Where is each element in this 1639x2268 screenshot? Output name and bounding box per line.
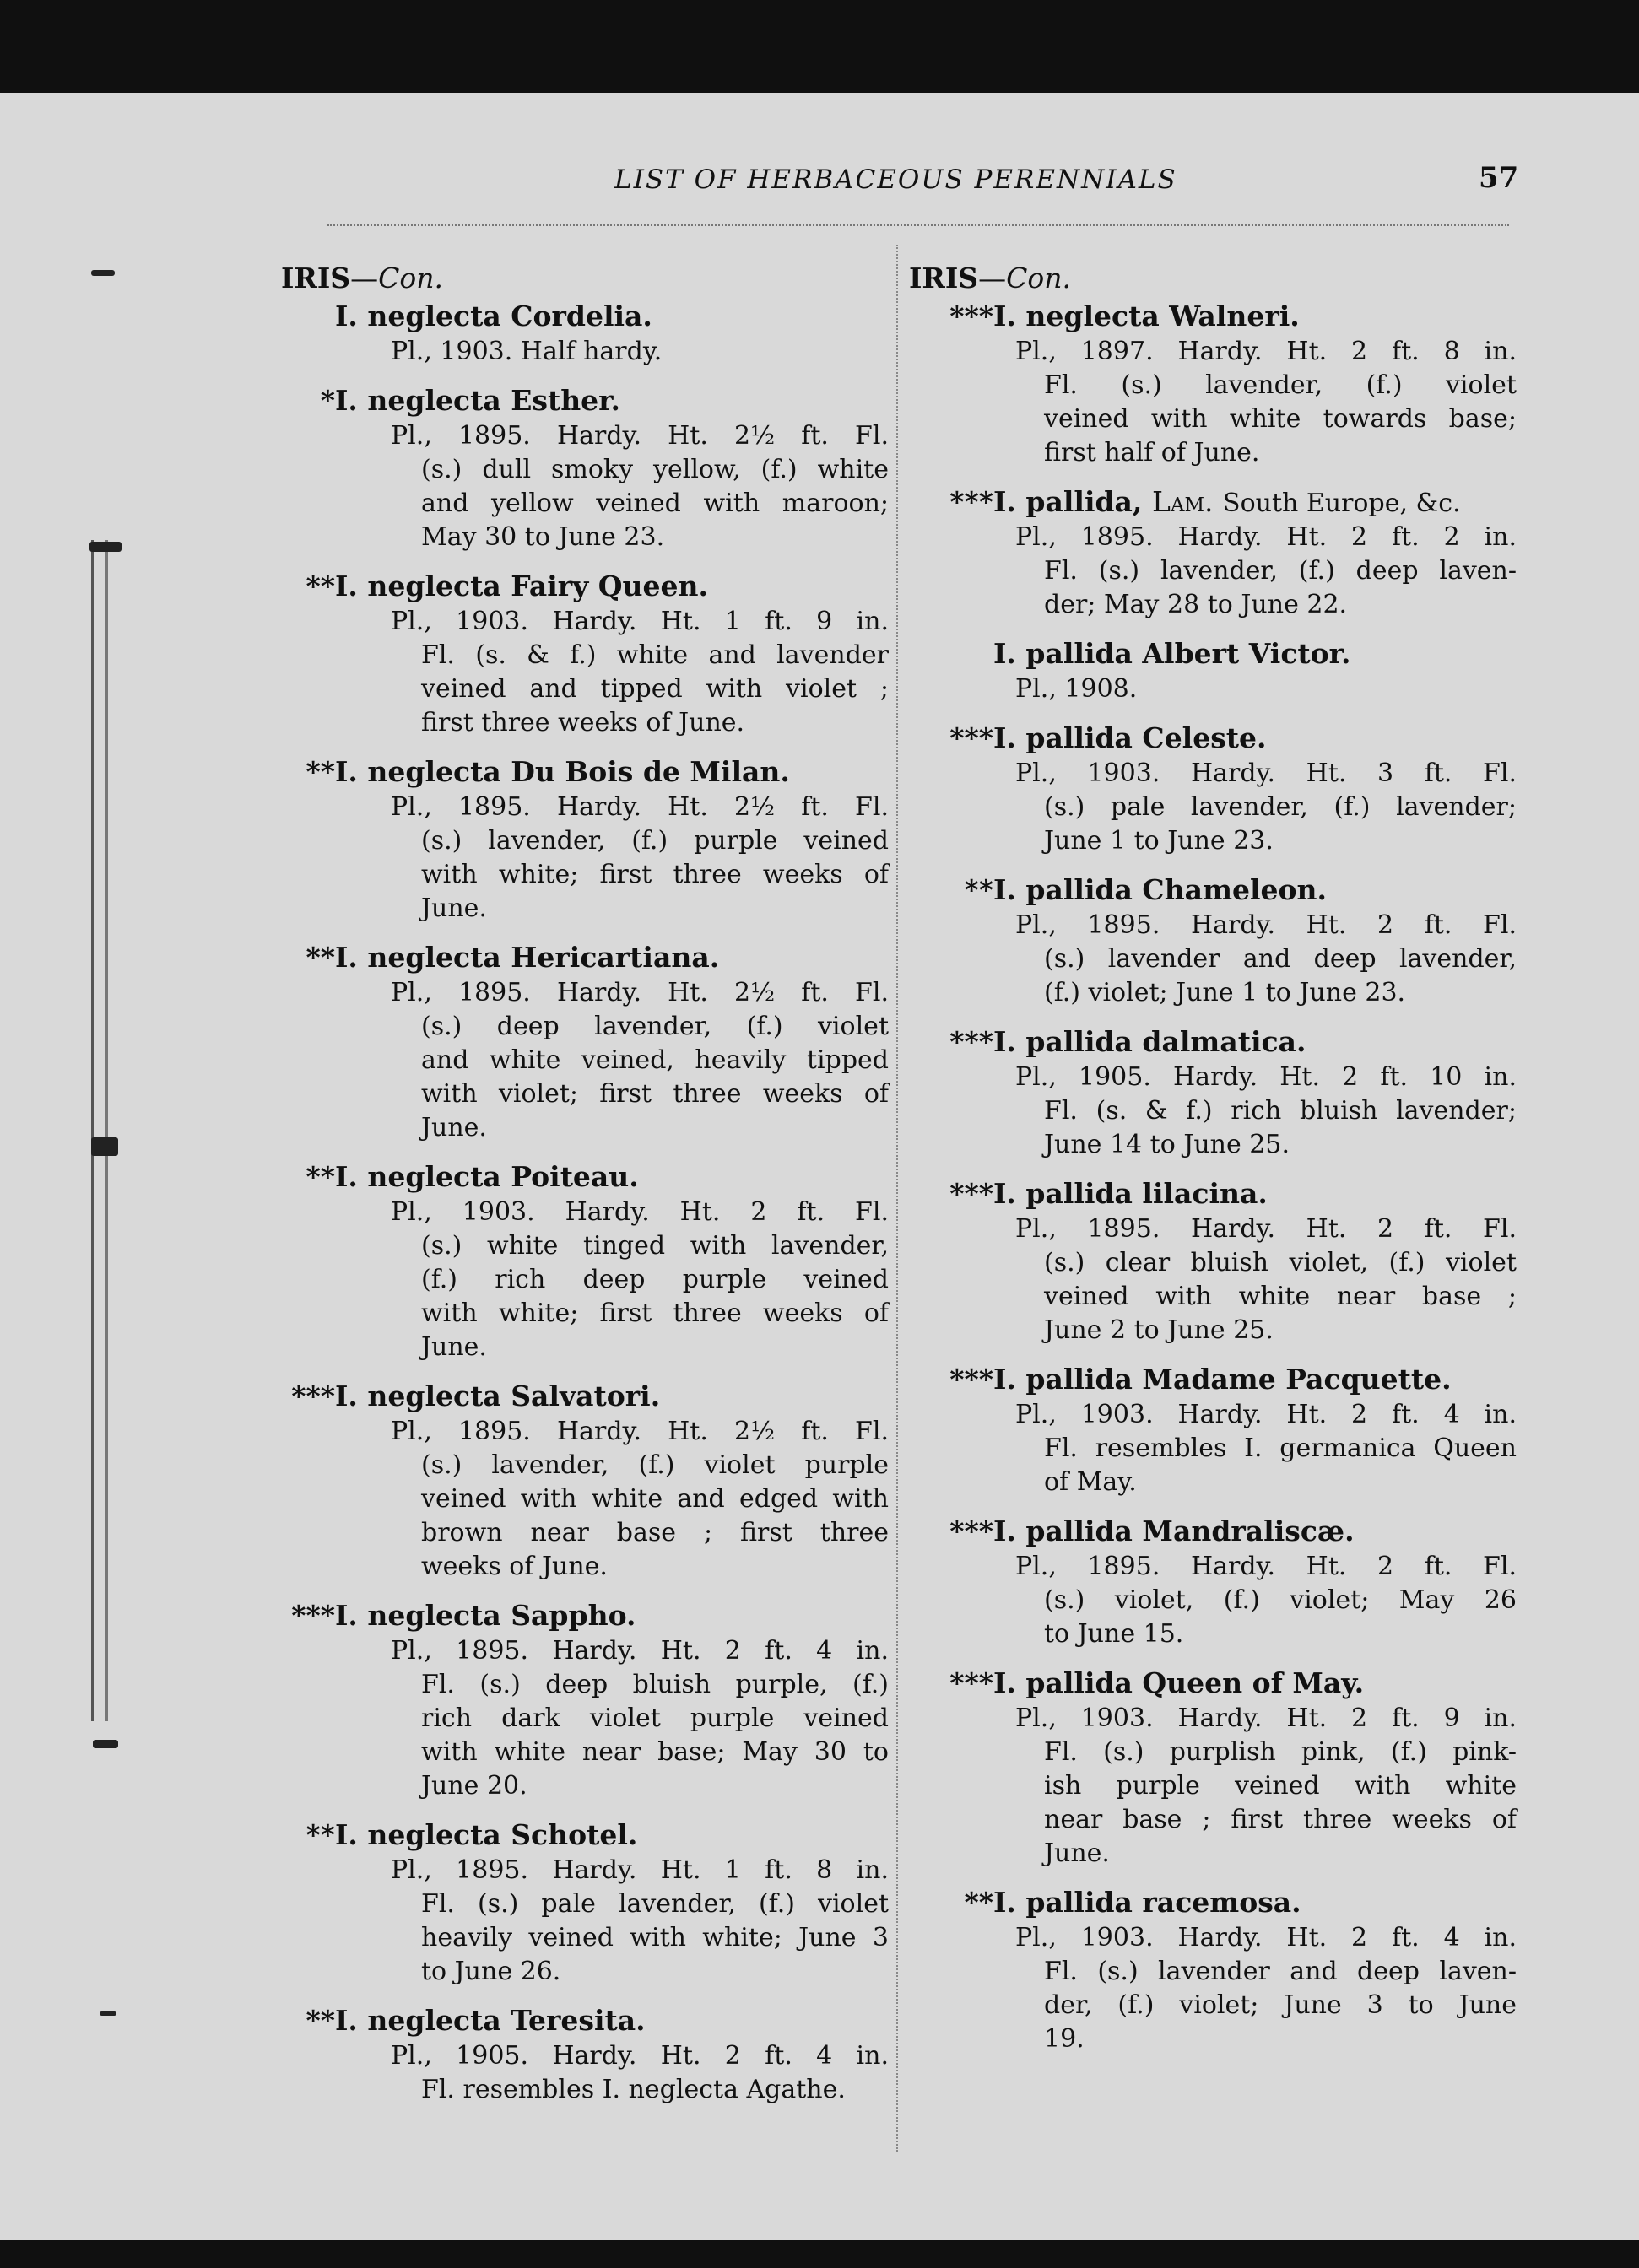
plant-name: I. neglecta Salvatori. [335, 1380, 661, 1412]
margin-mark [93, 1740, 118, 1748]
plant-name: I. neglecta Schotel. [335, 1818, 638, 1851]
entry-name [291, 1597, 889, 1634]
description-line: with white; first three weeks of [421, 1299, 889, 1328]
plant-name: I. pallida Queen of May. [993, 1666, 1365, 1699]
plant-entry [281, 1158, 889, 1364]
description-line: June. [421, 894, 487, 923]
plant-name: I. pallida Madame Pacquette. [993, 1363, 1452, 1396]
rating-stars: *** [949, 1666, 993, 1699]
entry-description [391, 976, 889, 1145]
description-line: Pl., 1895. Hardy. Ht. 2 ft. Fl. [1015, 1552, 1517, 1581]
description-line: near base ; first three weeks of [1044, 1805, 1517, 1834]
plant-name: I. neglecta Walneri. [993, 300, 1300, 332]
authority: Lam. [1151, 485, 1214, 518]
description-line: Pl., 1905. Hardy. Ht. 2 ft. 4 in. [391, 2041, 889, 2071]
continued-label: Con. [378, 262, 444, 294]
entry-description [391, 605, 889, 740]
margin-mark [89, 542, 122, 552]
description-line: Pl., 1895. Hardy. Ht. 1 ft. 8 in. [391, 1855, 889, 1885]
plant-entry [909, 635, 1517, 706]
description-line: to June 26. [421, 1957, 561, 1986]
description-line: (s.) deep lavender, (f.) violet [421, 1012, 889, 1041]
rating-stars: *** [291, 1380, 335, 1412]
entry-name [964, 872, 1517, 909]
plant-name: I. neglecta Cordelia. [335, 300, 652, 332]
entry-description [1015, 909, 1517, 1010]
description-line: veined with white and edged with [421, 1484, 889, 1514]
entry-description [391, 1854, 889, 1989]
description-line: Pl., 1903. Hardy. Ht. 2 ft. Fl. [391, 1197, 889, 1227]
entry-name [335, 298, 889, 335]
entry-description [391, 1196, 889, 1364]
description-line: Fl. resembles I. germanica Queen [1044, 1434, 1517, 1463]
description-line: Fl. (s.) deep bluish purple, (f.) [421, 1670, 889, 1699]
rating-stars: *** [949, 721, 993, 754]
section-heading: IRIS—Con. [281, 262, 444, 294]
page-header [0, 161, 1639, 207]
plant-entry [909, 1665, 1517, 1871]
description-line: veined with white towards base; [1044, 404, 1517, 434]
description-line: heavily veined with white; June 3 [421, 1923, 889, 1952]
description-line: (s.) lavender, (f.) violet purple [421, 1450, 889, 1480]
description-line: first half of June. [1044, 438, 1260, 467]
plant-entry [909, 483, 1517, 622]
plant-name: I. neglecta Hericartiana. [335, 941, 720, 974]
plant-name: I. pallida dalmatica. [993, 1025, 1306, 1058]
description-line: Pl., 1895. Hardy. Ht. 2½ ft. Fl. [391, 421, 889, 451]
description-line: June. [421, 1113, 487, 1142]
rating-stars: * [320, 384, 335, 417]
description-line: Fl. (s.) lavender and deep laven- [1044, 1957, 1517, 1986]
plant-name: I. pallida Albert Victor. [993, 637, 1351, 670]
plant-name: I. neglecta Du Bois de Milan. [335, 755, 790, 788]
description-line: ish purple veined with white [1044, 1771, 1517, 1801]
description-line: Pl., 1905. Hardy. Ht. 2 ft. 10 in. [1015, 1062, 1517, 1092]
rating-stars: *** [949, 1177, 993, 1210]
plant-entry [909, 1361, 1517, 1499]
rating-stars: *** [949, 300, 993, 332]
entry-description [1015, 1702, 1517, 1871]
entry-name [306, 2002, 889, 2039]
plant-entry [909, 298, 1517, 470]
description-line: (s.) white tinged with lavender, [421, 1231, 889, 1261]
plant-entry [281, 1817, 889, 1989]
entry-description [391, 791, 889, 926]
description-line: Fl. (s. & f.) white and lavender [421, 640, 889, 670]
description-line: Fl. resembles I. neglecta Agathe. [421, 2075, 846, 2104]
entry-name [306, 753, 889, 791]
rating-stars: ** [306, 941, 335, 974]
native-range: South Europe, &c. [1223, 489, 1461, 518]
entry-name [949, 483, 1517, 521]
description-line: (s.) pale lavender, (f.) lavender; [1044, 792, 1517, 822]
description-line: with violet; first three weeks of [421, 1079, 889, 1109]
description-line: Pl., 1903. Hardy. Ht. 1 ft. 9 in. [391, 607, 889, 636]
entry-description [1015, 757, 1517, 858]
description-line: der; May 28 to June 22. [1044, 590, 1348, 619]
entry-description [391, 419, 889, 554]
margin-mark [91, 1137, 118, 1156]
entry-name [993, 635, 1517, 672]
entry-name [949, 1665, 1517, 1702]
continued-label: Con. [1006, 262, 1072, 294]
plant-name: I. neglecta Poiteau. [335, 1160, 639, 1193]
entry-description [391, 1415, 889, 1584]
description-line: (f.) violet; June 1 to June 23. [1044, 978, 1406, 1007]
description-line: Fl. (s.) pale lavender, (f.) violet [421, 1889, 889, 1919]
entry-name [949, 1175, 1517, 1212]
description-line: 19. [1044, 2024, 1085, 2054]
description-line: Pl., 1903. Half hardy. [391, 337, 663, 366]
plant-entry [909, 1175, 1517, 1347]
entry-name [949, 298, 1517, 335]
description-line: weeks of June. [421, 1552, 608, 1581]
description-line: to June 15. [1044, 1619, 1184, 1649]
entry-description [1015, 1212, 1517, 1347]
rating-stars: ** [306, 1818, 335, 1851]
description-line: Pl., 1903. Hardy. Ht. 2 ft. 4 in. [1015, 1400, 1517, 1429]
entry-name [949, 1023, 1517, 1061]
rating-stars: *** [949, 1363, 993, 1396]
description-line: (s.) clear bluish violet, (f.) violet [1044, 1248, 1517, 1277]
running-title: LIST OF HERBACEOUS PERENNIALS [614, 165, 1177, 195]
description-line: Pl., 1903. Hardy. Ht. 3 ft. Fl. [1015, 759, 1517, 788]
description-line: Pl., 1903. Hardy. Ht. 2 ft. 9 in. [1015, 1704, 1517, 1733]
description-line: May 30 to June 23. [421, 522, 665, 552]
plant-entry [909, 872, 1517, 1010]
entry-name [306, 568, 889, 605]
description-line: Pl., 1897. Hardy. Ht. 2 ft. 8 in. [1015, 337, 1517, 366]
entry-name [964, 1884, 1517, 1921]
genus-name: IRIS [909, 262, 979, 294]
description-line: June. [1044, 1839, 1110, 1868]
plant-name: I. pallida Mandraliscæ. [993, 1515, 1355, 1547]
entry-description [391, 1634, 889, 1803]
plant-entry [281, 298, 889, 369]
description-line: Pl., 1895. Hardy. Ht. 2 ft. 2 in. [1015, 522, 1517, 552]
description-line: Pl., 1895. Hardy. Ht. 2 ft. 4 in. [391, 1636, 889, 1666]
description-line: Pl., 1903. Hardy. Ht. 2 ft. 4 in. [1015, 1923, 1517, 1952]
description-line: Fl. (s.) purplish pink, (f.) pink- [1044, 1737, 1517, 1767]
description-line: (s.) dull smoky yellow, (f.) white [421, 455, 889, 484]
plant-entry [281, 568, 889, 740]
column-divider [896, 245, 898, 2152]
entry-name [306, 939, 889, 976]
rating-stars: ** [306, 570, 335, 602]
description-line: June 14 to June 25. [1044, 1130, 1290, 1159]
description-line: (s.) lavender, (f.) purple veined [421, 826, 889, 856]
description-line: June 1 to June 23. [1044, 826, 1274, 856]
rating-stars: ** [306, 2004, 335, 2037]
rating-stars: *** [949, 485, 993, 518]
description-line: and white veined, heavily tipped [421, 1045, 889, 1075]
description-line: Pl., 1908. [1015, 674, 1138, 704]
rating-stars: *** [291, 1599, 335, 1632]
plant-name: I. neglecta Esther. [335, 384, 621, 417]
entry-name [291, 1378, 889, 1415]
description-line: of May. [1044, 1467, 1137, 1497]
plant-name: I. pallida racemosa. [993, 1886, 1301, 1919]
plant-name: I. neglecta Sappho. [335, 1599, 636, 1632]
entry-name [306, 1158, 889, 1196]
page-number: 57 [1479, 161, 1519, 195]
description-line: veined with white near base ; [1044, 1282, 1517, 1311]
entry-description [1015, 1921, 1517, 2056]
plant-name: I. pallida Chameleon. [993, 873, 1328, 906]
entry-description [391, 2039, 889, 2107]
plant-entry [909, 1023, 1517, 1162]
description-line: der, (f.) violet; June 3 to June [1044, 1990, 1517, 2020]
rating-stars: ** [964, 1886, 993, 1919]
entry-name [320, 382, 889, 419]
plant-entry [909, 1884, 1517, 2056]
plant-entry [281, 382, 889, 554]
entry-name [949, 720, 1517, 757]
description-line: and yellow veined with maroon; [421, 489, 889, 518]
description-line: Pl., 1895. Hardy. Ht. 2½ ft. Fl. [391, 978, 889, 1007]
rating-stars: *** [949, 1025, 993, 1058]
margin-mark [91, 270, 115, 276]
entry-description [1015, 335, 1517, 470]
entry-name [306, 1817, 889, 1854]
description-line: Pl., 1895. Hardy. Ht. 2½ ft. Fl. [391, 1417, 889, 1446]
description-line: June 2 to June 25. [1044, 1315, 1274, 1345]
entry-description [1015, 521, 1517, 622]
plant-entry [909, 720, 1517, 858]
plant-name: I. pallida lilacina. [993, 1177, 1268, 1210]
entry-description [1015, 1061, 1517, 1162]
entry-description [1015, 1398, 1517, 1499]
entry-description [1015, 672, 1517, 706]
plant-entry [281, 2002, 889, 2107]
description-line: (s.) violet, (f.) violet; May 26 [1044, 1585, 1517, 1615]
entry-description [1015, 1550, 1517, 1651]
genus-name: IRIS [281, 262, 351, 294]
description-line: Pl., 1895. Hardy. Ht. 2½ ft. Fl. [391, 792, 889, 822]
plant-entry [281, 939, 889, 1145]
rating-stars: ** [306, 1160, 335, 1193]
description-line: veined and tipped with violet ; [421, 674, 889, 704]
section-heading: IRIS—Con. [909, 262, 1072, 294]
description-line: Fl. (s.) lavender, (f.) violet [1044, 370, 1517, 400]
description-line: with white near base; May 30 to [421, 1737, 889, 1767]
description-line: June. [421, 1332, 487, 1362]
description-line: (s.) lavender and deep lavender, [1044, 944, 1517, 974]
description-line: first three weeks of June. [421, 708, 745, 737]
rating-stars: ** [964, 873, 993, 906]
plant-entry [281, 753, 889, 926]
entry-name [949, 1361, 1517, 1398]
description-line: Fl. (s.) lavender, (f.) deep laven- [1044, 556, 1517, 586]
header-rule [327, 224, 1509, 226]
description-line: June 20. [421, 1771, 527, 1801]
binding-edge [91, 540, 108, 1721]
plant-name: I. neglecta Fairy Queen. [335, 570, 709, 602]
entry-name [949, 1513, 1517, 1550]
description-line: with white; first three weeks of [421, 860, 889, 889]
description-line: Pl., 1895. Hardy. Ht. 2 ft. Fl. [1015, 1214, 1517, 1244]
plant-entry [909, 1513, 1517, 1651]
description-line: brown near base ; first three [421, 1518, 889, 1547]
plant-name: I. pallida Celeste. [993, 721, 1267, 754]
description-line: rich dark violet purple veined [421, 1704, 889, 1733]
rating-stars: ** [306, 755, 335, 788]
description-line: Fl. (s. & f.) rich bluish lavender; [1044, 1096, 1517, 1126]
rating-stars: *** [949, 1515, 993, 1547]
margin-mark [100, 2012, 116, 2016]
description-line: (f.) rich deep purple veined [421, 1265, 889, 1294]
entry-description [391, 335, 889, 369]
left-column [281, 259, 889, 2120]
plant-name: I. neglecta Teresita. [335, 2004, 646, 2037]
plant-entry [281, 1597, 889, 1803]
plant-name: I. pallida, [993, 485, 1143, 518]
description-line: Pl., 1895. Hardy. Ht. 2 ft. Fl. [1015, 910, 1517, 940]
right-column [909, 259, 1517, 2070]
plant-entry [281, 1378, 889, 1584]
